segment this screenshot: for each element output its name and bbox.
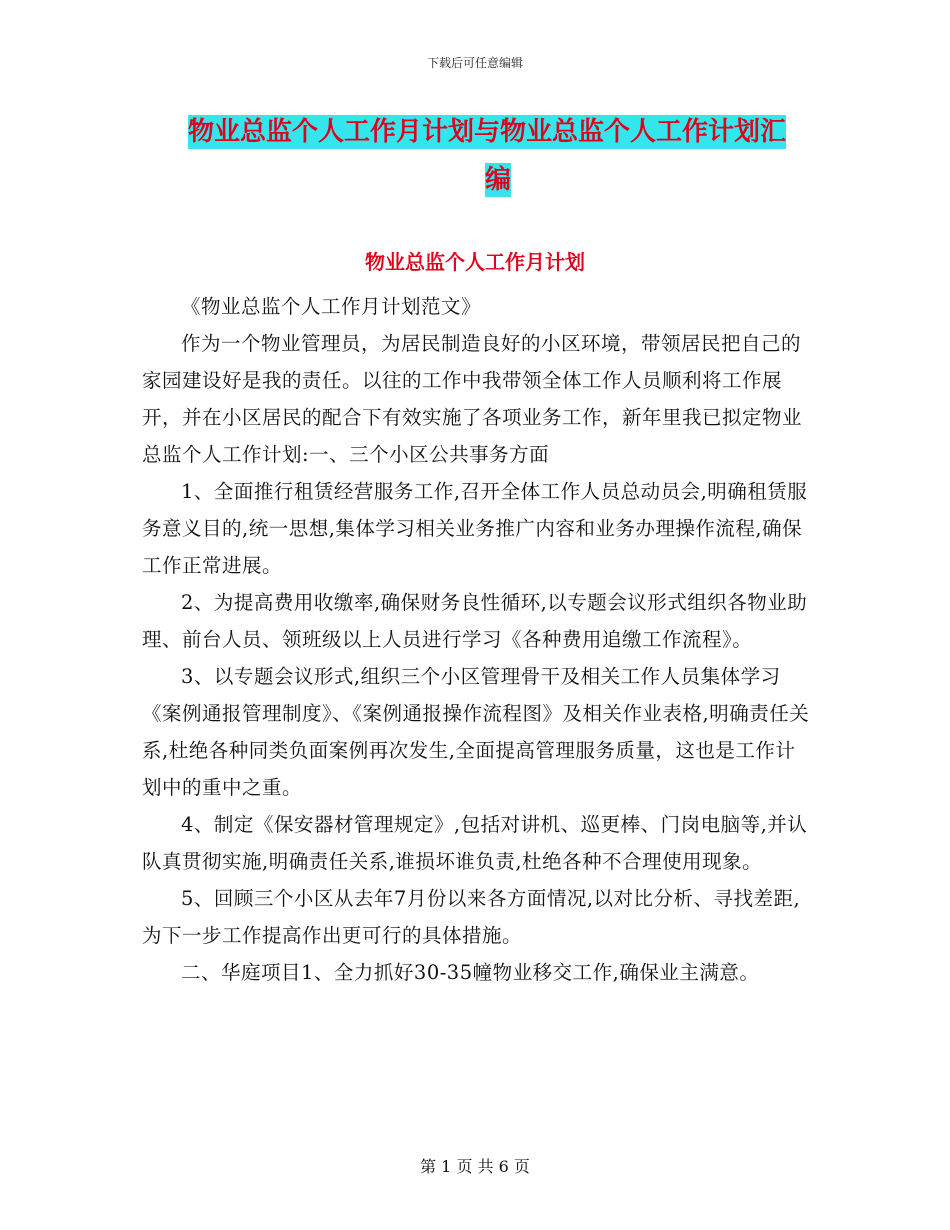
paragraph-item-3: 3、以专题会议形式,组织三个小区管理骨干及相关工作人员集体学习《案例通报管理制度》、《案例通报操作流程图》及相关作业表格,明确责任关系,杜绝各种同类负面案例再次发生,全面提高管理服务质量，这也是工作计划中的重中之重。 — [142, 665, 810, 799]
title-highlight-1: 物业总监个人工作月计划与物业总监个人工作计划汇 — [188, 117, 787, 147]
document-title-line-1 — [188, 108, 808, 156]
document-title — [188, 108, 808, 204]
paragraph-item-4: 4、制定《保安器材管理规定》,包括对讲机、巡更棒、门岗电脑等,并认队真贯彻实施,明确责任关系,谁损坏谁负责,杜绝各种不合理使用现象。 — [142, 813, 808, 873]
paragraph-item-2: 2、为提高费用收缴率,确保财务良性循环,以专题会议形式组织各物业助理、前台人员、领班级以上人员进行学习《各种费用追缴工作流程》。 — [142, 591, 808, 651]
section-title: 物业总监个人工作月计划 — [365, 250, 585, 274]
header-note: 下载后可任意编辑 — [426, 56, 523, 70]
page-footer: 第 1 页 共 6 页 — [420, 1157, 530, 1176]
title-highlight-2: 编 — [484, 165, 511, 195]
paragraph-item-1: 1、全面推行租赁经营服务工作,召开全体工作人员总动员会,明确租赁服务意义目的,统一思想,集体学习相关业务推广内容和业务办理操作流程,确保工作正常进展。 — [142, 480, 808, 577]
paragraph-intro: 作为一个物业管理员，为居民制造良好的小区环境，带领居民把自己的家园建设好是我的责任。以往的工作中我带领全体工作人员顺利将工作展开，并在小区居民的配合下有效实施了各项业务工作，新年里我已拟定物业总监个人工作计划:一、三个小区公共事务方面 — [142, 332, 803, 466]
paragraph-item-5: 5、回顾三个小区从去年7月份以来各方面情况,以对比分析、寻找差距,为下一步工作提高作出更可行的具体措施。 — [142, 887, 801, 947]
body-text — [142, 288, 810, 991]
paragraph-sample-title: 《物业总监个人工作月计划范文》 — [181, 295, 482, 318]
document-title-line-2 — [188, 156, 808, 204]
paragraph-section-2: 二、华庭项目1、全力抓好30-35幢物业移交工作,确保业主满意。 — [181, 961, 760, 984]
